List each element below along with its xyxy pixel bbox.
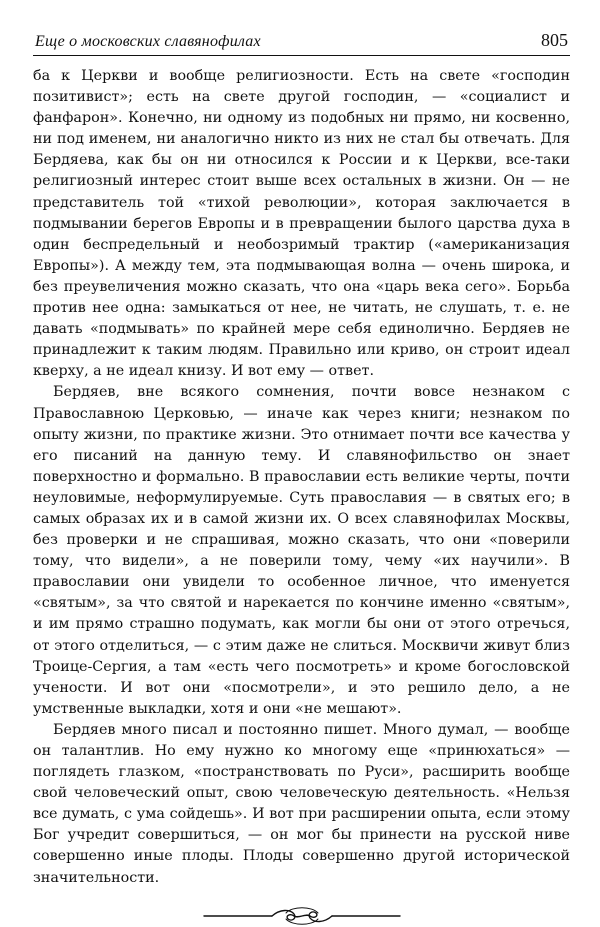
body-text	[33, 66, 570, 889]
flourish-divider-icon	[202, 905, 402, 927]
paragraph-3: Бердяев много писал и постоянно пишет. Много думал, — вообще он талантлив. Но ему нужно ко многому еще «принюхаться» — поглядеть глазком, «постранствовать по Руси», расширить вообще свой человеческий опыт, свою человеческую деятельность. «Нельзя все думать, с ума сойдешь». И вот при расширении опыта, если этому Бог учредит совершиться, — он мог бы принести на русской ниве совершенно иные плоды. Плоды совершенно другой исторической значительности.	[33, 721, 570, 886]
paragraph-1: ба к Церкви и вообще религиозности. Есть на свете «господин позитивист»; есть на свете другой господин, — «социалист и фанфарон». Конечно, ни одному из подобных ни прямо, ни косвенно, ни под именем, ни аналогично никто из них не стал бы отвечать. Для Бердяева, как бы он ни относился к России и к Церкви, все-таки религиозный интерес стоит выше всех остальных в жизни. Он — не представитель той «тихой революции», которая заключается в подмывании берегов Европы и в превращении былого царства духа в один беспредельный и необозримый трактир («американизация Европы»). А между тем, эта подмывающая волна — очень широка, и без преувеличения можно сказать, что она «царь века сего». Борьба против нее одна: замыкаться от нее, не читать, не слушать, т. е. не давать «подмывать» по крайней мере себя единолично. Бердяев не принадлежит к таким людям. Правильно или криво, он строит идеал кверху, а не идеал книзу. И вот ему — ответ.	[33, 68, 570, 380]
paragraph-2: Бердяев, вне всякого сомнения, почти вовсе незнаком с Православною Церковью, — иначе как через книги; незнаком по опыту жизни, по практике жизни. Это отнимает почти все качества у его писаний на данную тему. И славянофильство он знает поверхностно и формально. В православии есть великие черты, почти неуловимые, неформулируемые. Суть православия — в святых его; в самых образах их и в самой жизни их. О всех славянофилах Москвы, без проверки и не спрашивая, можно сказать, что они «поверили тому, что видели», а не поверили тому, чему «их научили». В православии они увидели то особенное личное, что именуется «святым», за что святой и нарекается по кончине именно «святым», и им прямо страшно подумать, как могли бы они от этого отречься, от этого отделиться, — с этим даже не слиться. Москвичи живут близ Троице-Сергия, а там «есть чего посмотреть» и кроме богословской учености. И вот они «посмотрели», и это решило дело, а не умственные выкладки, хотя и они «не мешают».	[33, 384, 570, 717]
running-title: Еще о московских славянофилах	[35, 33, 261, 50]
page-number: 805	[541, 30, 568, 50]
page-header	[33, 30, 570, 56]
book-page	[33, 30, 570, 927]
